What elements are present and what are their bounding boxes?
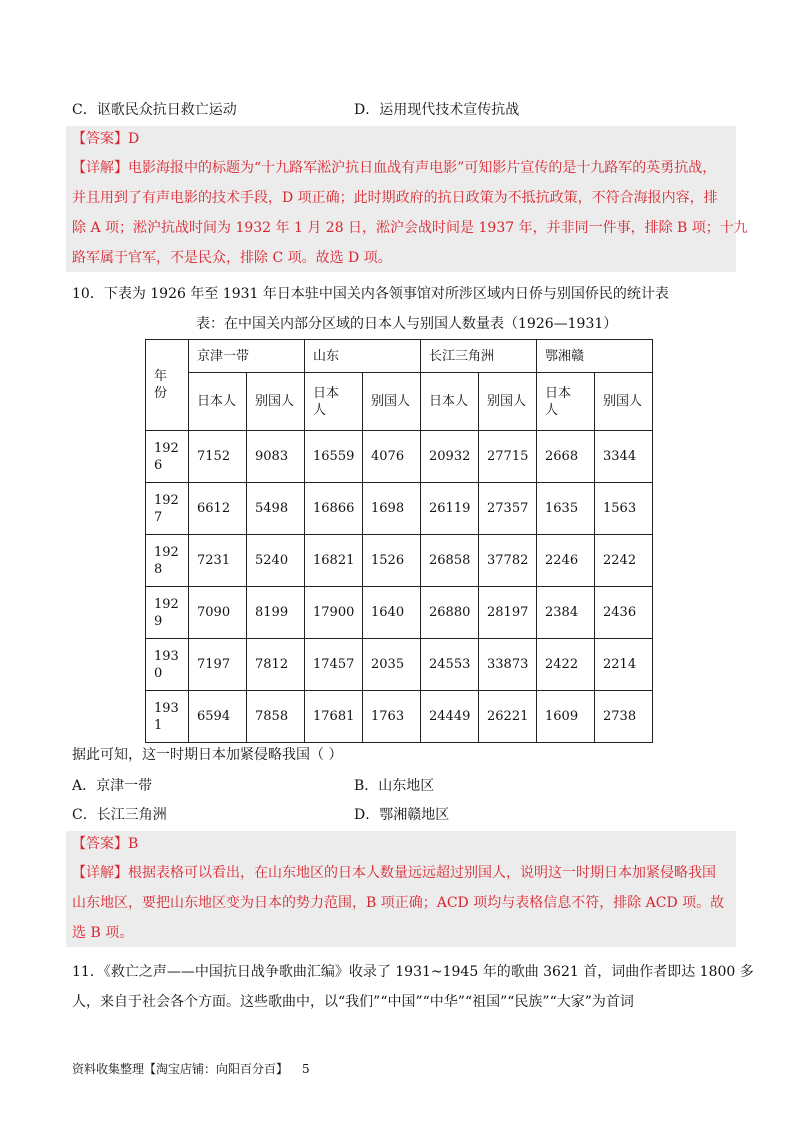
table-cell: 1640 [363,587,421,639]
table-cell: 17681 [305,691,363,743]
table-cell: 16866 [305,483,363,535]
year-cell-b: 0 [154,665,163,681]
q10-question: 据此可知，这一时期日本加紧侵略我国（ ） [72,747,343,763]
q9-detail-tag: 【详解】 [72,160,128,176]
table-cell: 24449 [421,691,479,743]
table-row [146,691,653,743]
table-cell: 7858 [247,691,305,743]
q10-option-b: B．山东地区 [354,778,435,794]
q10-answer-tag: 【答案】 [72,836,128,852]
year-cell [146,587,189,639]
year-header-cell [146,340,189,431]
table-cell: 7812 [247,639,305,691]
q10-detail-line-3: 选 B 项。 [72,925,134,941]
table-cell: 27357 [479,483,537,535]
table-cell: 20932 [421,431,479,483]
table-cell: 26880 [421,587,479,639]
year-cell-b: 6 [154,457,163,473]
q9-detail-line-1 [72,158,716,178]
table-cell: 2242 [595,535,653,587]
table-cell: 2214 [595,639,653,691]
table-cell: 2422 [537,639,595,691]
page-footer [72,1060,310,1078]
sub-header: 别国人 [595,373,653,431]
q10-detail-tag: 【详解】 [72,865,128,881]
table-cell: 37782 [479,535,537,587]
q10-answer-block [66,831,736,947]
year-header-a: 年 [154,369,168,384]
table-cell: 26119 [421,483,479,535]
table-cell: 2738 [595,691,653,743]
q10-table-caption: 表：在中国关内部分区域的日本人与别国人数量表（1926—1931） [196,316,618,332]
year-cell-b: 1 [154,717,163,733]
table-cell: 1763 [363,691,421,743]
table-cell: 3344 [595,431,653,483]
q9-detail-line-2: 并且用到了有声电影的技术手段，D 项正确；此时期政府的抗日政策为不抵抗政策，不符合海报内容，排 [72,190,718,206]
q9-option-d: D．运用现代技术宣传抗战 [354,102,520,118]
table-cell: 1609 [537,691,595,743]
table-cell: 26221 [479,691,537,743]
q10-detail-text-1: 根据表格可以看出，在山东地区的日本人数量远远超过别国人，说明这一时期日本加紧侵略我国 [128,865,716,881]
table-row [146,431,653,483]
q10-answer-value: B [128,836,139,852]
sub-header: 别国人 [363,373,421,431]
year-cell [146,691,189,743]
table-cell: 16559 [305,431,363,483]
table-cell: 7090 [189,587,247,639]
q9-detail-line-3: 除 A 项；淞沪抗战时间为 1932 年 1 月 28 日，淞沪会战时间是 1937 年，并非同一件事，排除 B 项；十九 [72,220,748,236]
year-cell [146,431,189,483]
year-cell-a: 192 [154,596,179,612]
sub-header: 日本人 [189,373,247,431]
sub-header [537,373,595,431]
year-cell-a: 193 [154,700,179,716]
region-header: 长江三角洲 [421,340,537,373]
table-cell: 2436 [595,587,653,639]
q10-answer [72,834,138,854]
table-cell: 1526 [363,535,421,587]
q10-option-c: C．长江三角洲 [72,807,167,823]
table-cell: 5498 [247,483,305,535]
table-cell: 2035 [363,639,421,691]
year-cell-b: 8 [154,561,163,577]
q9-answer-value: D [128,131,140,147]
year-cell-a: 192 [154,440,179,456]
page-number: 5 [302,1062,310,1076]
sub-header: 日本人 [421,373,479,431]
table-cell: 1698 [363,483,421,535]
q10-stem: 10．下表为 1926 年至 1931 年日本驻中国关内各领事馆对所涉区域内日侨与别国侨民的统计表 [72,286,669,302]
table-cell: 1635 [537,483,595,535]
year-header-b: 份 [154,386,168,401]
table-cell: 8199 [247,587,305,639]
table-cell: 7231 [189,535,247,587]
q11-line-1: 11．《救亡之声——中国抗日战争歌曲汇编》收录了 1931~1945 年的歌曲 3621 首，词曲作者即达 1800 多 [72,964,754,980]
sub-header [305,373,363,431]
year-cell [146,483,189,535]
table-cell: 7197 [189,639,247,691]
q10-option-a: A．京津一带 [72,778,153,794]
year-cell-a: 192 [154,492,179,508]
table-row [146,639,653,691]
table-cell: 17457 [305,639,363,691]
table-cell: 26858 [421,535,479,587]
table-cell: 4076 [363,431,421,483]
table-cell: 2668 [537,431,595,483]
q9-answer-tag: 【答案】 [72,131,128,147]
sub-header-wrap: 日本人 [313,385,340,418]
year-cell-a: 192 [154,544,179,560]
table-cell: 9083 [247,431,305,483]
sub-header: 别国人 [247,373,305,431]
table-cell: 7152 [189,431,247,483]
year-cell-b: 9 [154,613,163,629]
year-cell [146,535,189,587]
q10-detail-line-1 [72,863,716,883]
q9-answer [72,129,139,149]
table-cell: 2384 [537,587,595,639]
region-header: 山东 [305,340,421,373]
year-cell-b: 7 [154,509,163,525]
region-header: 京津一带 [189,340,305,373]
q9-detail-text-1: 电影海报中的标题为“十九路军淞沪抗日血战有声电影”可知影片宣传的是十九路军的英勇抗战， [128,160,717,176]
table-cell: 6594 [189,691,247,743]
q10-option-d: D．鄂湘赣地区 [354,807,450,823]
q11-line-2: 人，来自于社会各个方面。这些歌曲中，以“我们”“中国”“中华”“祖国”“民族”“大家”为首词 [72,994,634,1010]
q9-detail-line-4: 路军属于官军，不是民众，排除 C 项。故选 D 项。 [72,250,392,266]
table-cell: 1563 [595,483,653,535]
table-cell: 27715 [479,431,537,483]
table-row [146,535,653,587]
q9-option-c: C．讴歌民众抗日救亡运动 [72,102,237,118]
table-cell: 24553 [421,639,479,691]
table-cell: 5240 [247,535,305,587]
table-row [146,483,653,535]
table-cell: 16821 [305,535,363,587]
table-cell: 6612 [189,483,247,535]
footer-text: 资料收集整理【淘宝店铺：向阳百分百】 [72,1062,289,1076]
year-cell-a: 193 [154,648,179,664]
q10-data-table [145,339,653,743]
table-cell: 2246 [537,535,595,587]
table-cell: 28197 [479,587,537,639]
region-header: 鄂湘赣 [537,340,653,373]
q10-detail-line-2: 山东地区，要把山东地区变为日本的势力范围，B 项正确；ACD 项均与表格信息不符，排除 ACD 项。故 [72,895,725,911]
table-row [146,587,653,639]
table-cell: 17900 [305,587,363,639]
sub-header: 别国人 [479,373,537,431]
table-cell: 33873 [479,639,537,691]
sub-header-wrap: 日本人 [545,385,572,418]
year-cell [146,639,189,691]
